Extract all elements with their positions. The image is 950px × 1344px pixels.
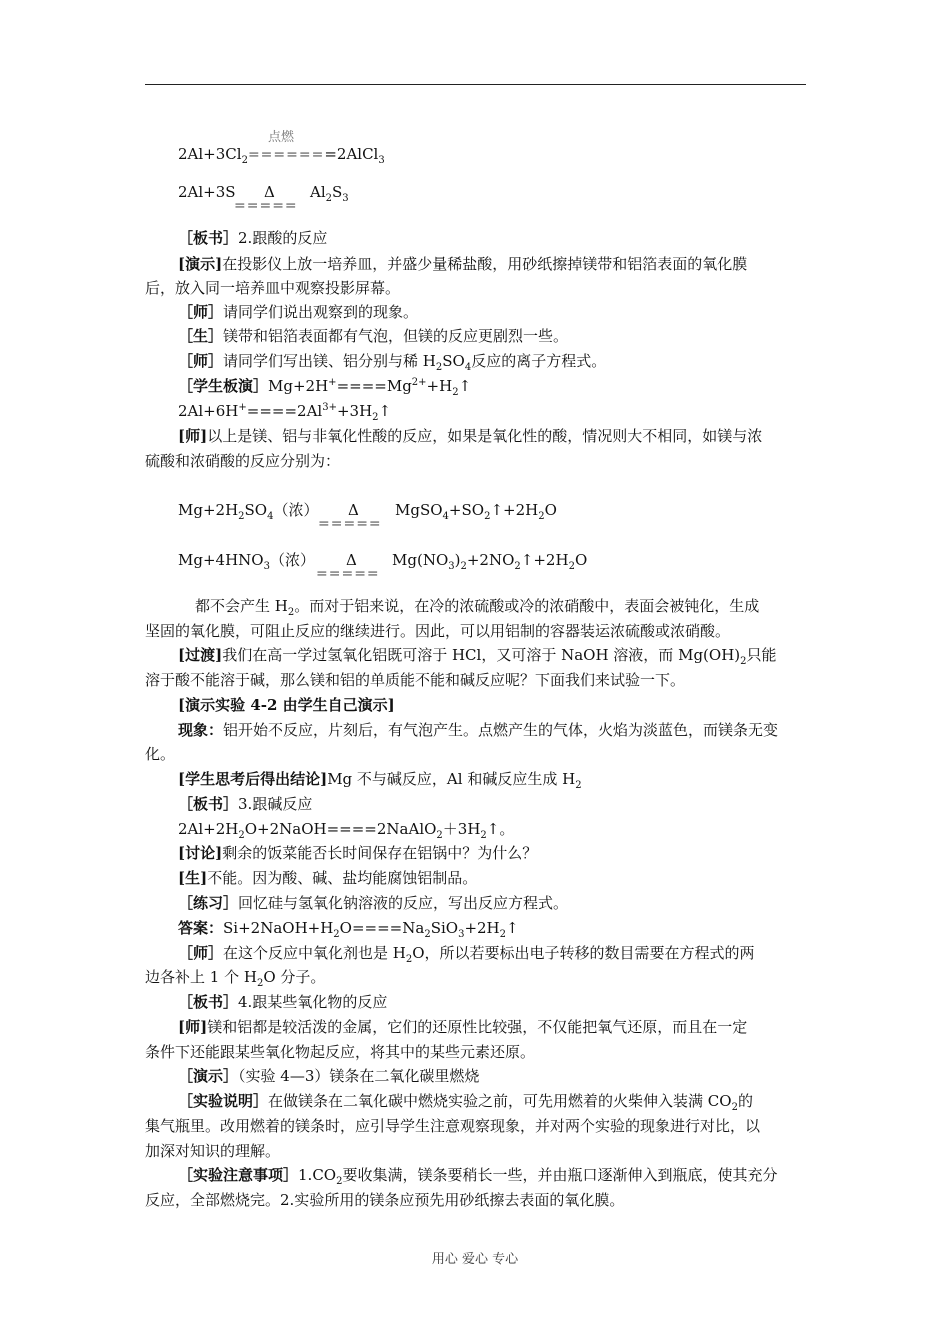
equation-mg-hno3: $Mg+4HNO_3$（浓）: [178, 551, 315, 572]
para-s8-l2: 硫酸和浓硝酸的反应分别为：: [145, 452, 341, 470]
para-s16: [讨论]剩余的饭菜能否长时间保存在铝锅中？为什么？: [178, 844, 538, 862]
para-s7: $2Al+6H^+====2Al^{3+}+3H_2↑$: [178, 402, 392, 423]
para-s4: ［生］镁带和铝箔表面都有气泡，但镁的反应更剧烈一些。: [178, 327, 569, 345]
para-s25-l2: 反应，全部燃烧完。2.实验所用的镁条应预先用砂纸擦去表面的氧化膜。: [145, 1191, 625, 1209]
para-s24-l3: 加深对知识的理解。: [145, 1142, 281, 1160]
equals-bar: =====: [316, 566, 380, 582]
equation-al-s: 2Al+3S: [178, 183, 236, 201]
equation-mg-h2so4: $Mg+2H_2SO_4$（浓）: [178, 501, 319, 522]
para-s12-l1: 现象：铝开始不反应，片刻后，有气泡产生。点燃产生的气体，火焰为淡蓝色，而镁条无变: [178, 721, 779, 739]
para-s10-l2: 溶于酸不能溶于碱，那么镁和铝的单质能不能和碱反应呢？下面我们来试验一下。: [145, 671, 686, 689]
para-s9-l1: 都不会产生 $H_2$。而对于铝来说，在冷的浓硫酸或冷的浓硝酸中，表面会被钝化，生成: [195, 597, 760, 618]
para-s13: [学生思考后得出结论]Mg 不与碱反应，Al 和碱反应生成 $H_2$: [178, 770, 582, 791]
para-s9-l2: 坚固的氧化膜，可阻止反应的继续进行。因此，可以用铝制的容器装运浓硫酸或浓硝酸。: [145, 622, 731, 640]
para-s24-l1: ［实验说明］在做镁条在二氧化碳中燃烧实验之前，可先用燃着的火柴伸入装满 $CO_2$的: [178, 1092, 753, 1113]
para-s2-l1: [演示]在投影仪上放一培养皿，并盛少量稀盐酸，用砂纸擦掉镁带和铝箔表面的氧化膜: [178, 255, 748, 273]
para-s20-l2: 边各补上 1 个 $H_2O$ 分子。: [145, 968, 326, 989]
equals-bar: =====: [234, 198, 298, 214]
equation-al-s-product: $Al_2S_3$: [310, 183, 349, 204]
para-s18: ［练习］回忆硅与氢氧化钠溶液的反应，写出反应方程式。: [178, 894, 569, 912]
equation-mg-hno3-product: $Mg(NO_3)_2+2NO_2↑+2H_2O$: [392, 551, 588, 572]
para-s22-l2: 条件下还能跟某些氧化物起反应，将其中的某些元素还原。: [145, 1043, 536, 1061]
para-s22-l1: [师]镁和铝都是较活泼的金属，它们的还原性比较强，不仅能把氧气还原，而且在一定: [178, 1018, 748, 1036]
delta-symbol: Δ: [346, 551, 357, 569]
para-s3: ［师］请同学们说出观察到的现象。: [178, 303, 419, 321]
para-s12-l2: 化。: [145, 745, 176, 763]
para-s1: ［板书］2.跟酸的反应: [178, 229, 328, 247]
para-s21: ［板书］4.跟某些氧化物的反应: [178, 993, 388, 1011]
eq1-condition: 点燃: [268, 130, 295, 145]
para-s6: ［学生板演$]Mg+2H^+====Mg^{2+}+H_2↑$: [178, 377, 472, 398]
para-s11: [演示实验 4-2 由学生自己演示]: [178, 696, 395, 714]
para-s17: [生]不能。因为酸、碱、盐均能腐蚀铝制品。: [178, 869, 478, 887]
para-s10-l1: [过渡]我们在高一学过氢氧化铝既可溶于 HCl，又可溶于 NaOH 溶液，而 $Mg(OH)_2$只能: [178, 646, 777, 667]
page-footer: 用心 爱心 专心: [431, 1252, 519, 1267]
delta-symbol: Δ: [264, 183, 275, 201]
delta-symbol: Δ: [348, 501, 359, 519]
para-s14: ［板书］3.跟碱反应: [178, 795, 313, 813]
equals-bar: =====: [318, 516, 382, 532]
para-s15: $2Al+2H_2O+2NaOH====2NaAlO_2+3H_2↑$。: [178, 820, 515, 841]
para-s20-l1: ［师］在这个反应中氧化剂也是 $H_2O$，所以若要标出电子转移的数目需要在方程式的两: [178, 944, 755, 965]
para-s24-l2: 集气瓶里。改用燃着的镁条时，应引导学生注意观察现象，并对两个实验的现象进行对比，以: [145, 1117, 761, 1135]
para-s2-l2: 后，放入同一培养皿中观察投影屏幕。: [145, 279, 401, 297]
equation-mg-h2so4-product: $MgSO_4+SO_2↑+2H_2O$: [395, 501, 557, 522]
para-s19: 答案：$Si+2NaOH+H_2O====Na_2SiO_3+2H_2↑$: [178, 919, 519, 940]
para-s5: ［师］请同学们写出镁、铝分别与稀 $H_2SO_4$反应的离子方程式。: [178, 352, 607, 373]
equation-al-cl2: $2Al+3Cl_2=======2AlCl_3$: [178, 145, 385, 166]
para-s25-l1: ［实验注意事项$]1.CO_2$要收集满，镁条要稍长一些，并由瓶口逐渐伸入到瓶底，使其充分: [178, 1166, 778, 1187]
para-s23: ［演示］（实验 4—3）镁条在二氧化碳里燃烧: [178, 1067, 480, 1085]
para-s8-l1: [师]以上是镁、铝与非氧化性酸的反应，如果是氧化性的酸，情况则大不相同，如镁与浓: [178, 427, 763, 445]
header-rule: [145, 84, 806, 85]
